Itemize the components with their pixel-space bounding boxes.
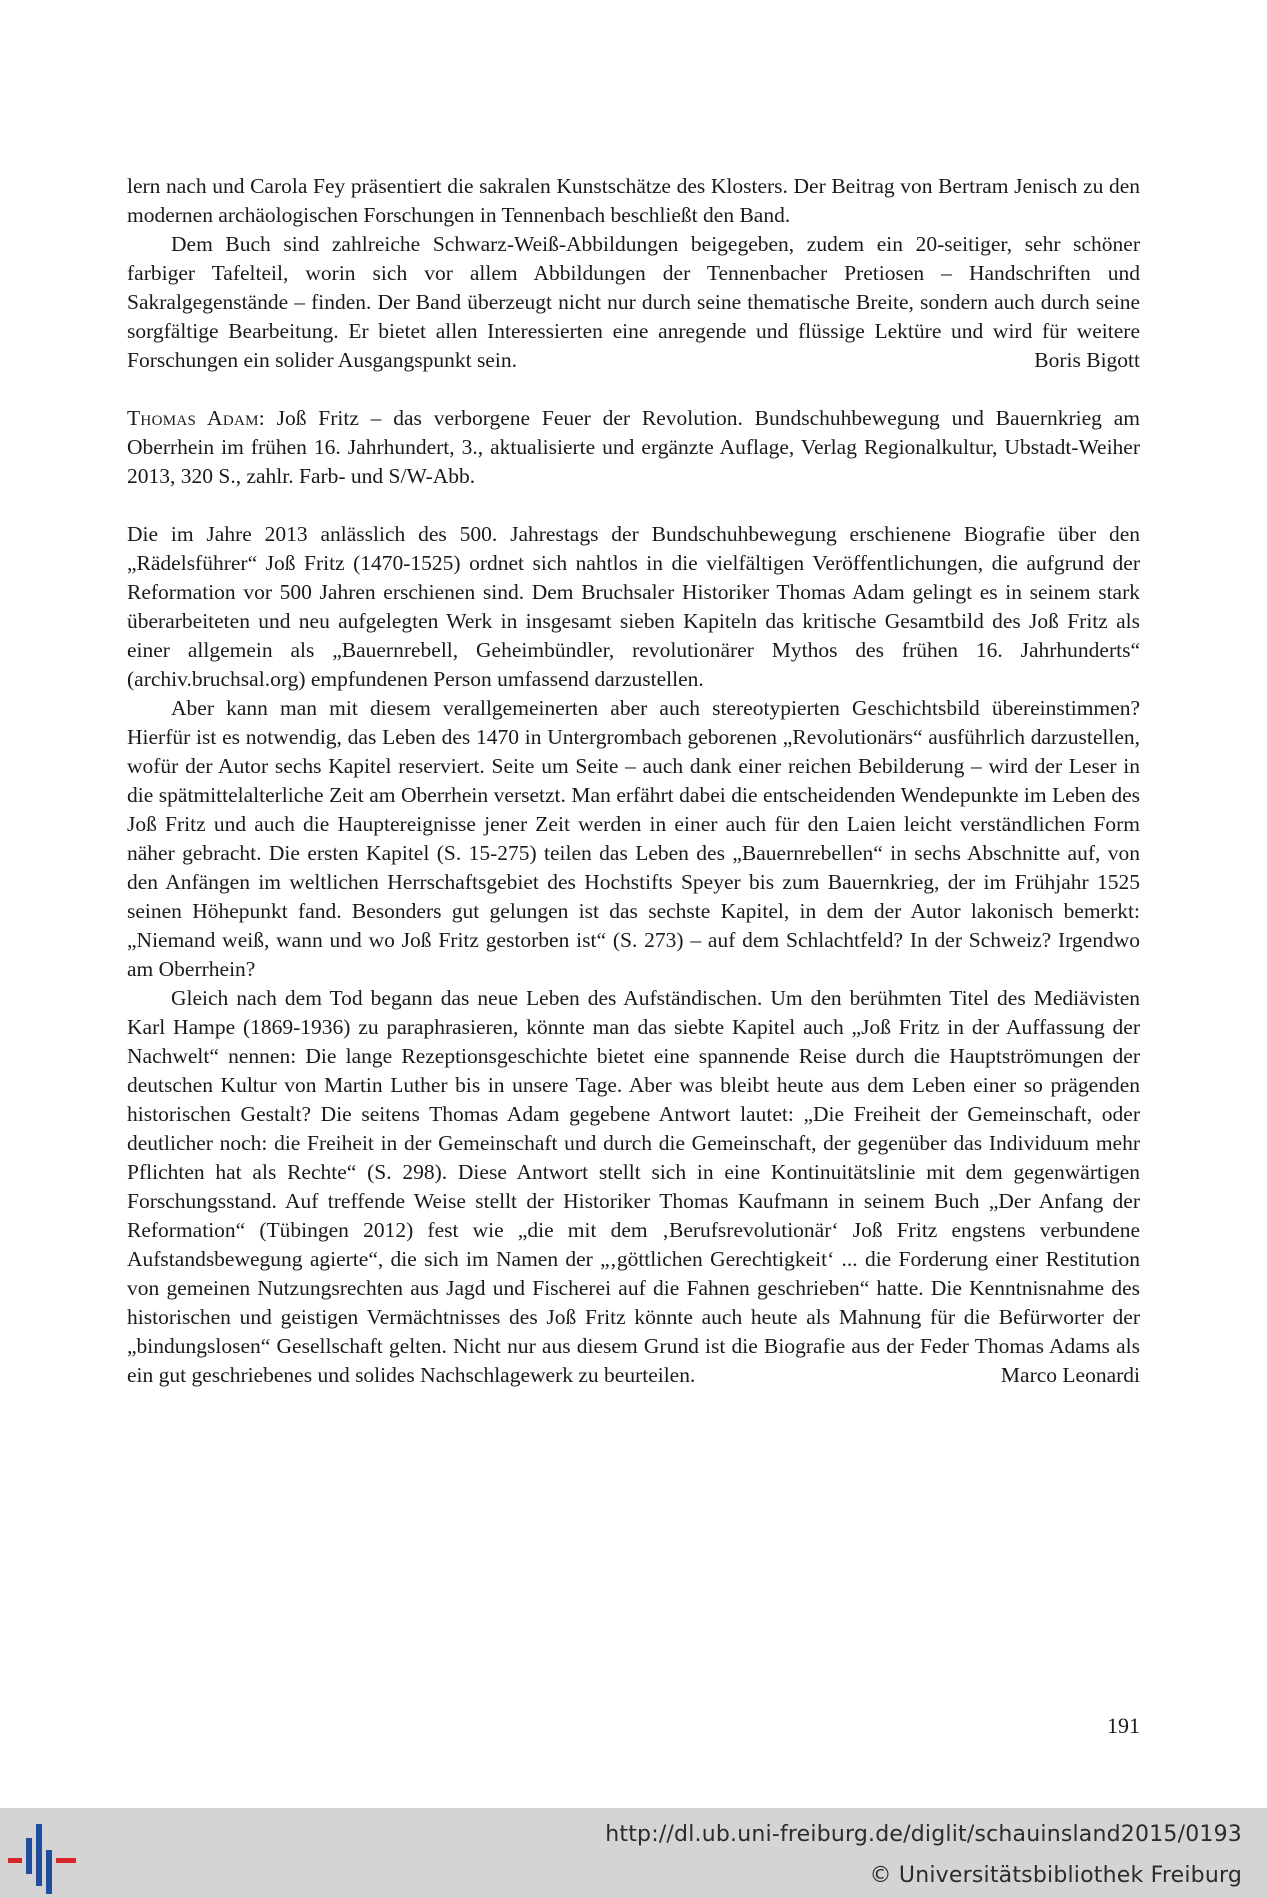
review2-author: Thomas Adam xyxy=(127,406,259,430)
footer-bar xyxy=(0,1808,1267,1898)
section-gap xyxy=(127,375,1140,404)
review2-paragraph-1: Die im Jahre 2013 anlässlich des 500. Jahrestags der Bundschuhbewegung erschienene Biografie über den „Rädelsführer“ Joß Fritz (1470-1525) ordnet sich nahtlos in die vielfältigen Veröffentlichungen, die aufgrund der Reformation vor 500 Jahren erschienen sind. Dem Bruchsaler Historiker Thomas Adam gelingt es in seinem stark überarbeiteten und neu aufgelegten Werk in insgesamt sieben Kapiteln das kritische Gesamtbild des Joß Fritz als einer allgemein als „Bauernrebell, Geheimbündler, revolutionärer Mythos des frühen 16. Jahrhunderts“ (archiv.bruchsal.org) empfundenen Person umfassend darzustellen. xyxy=(127,522,1140,691)
university-library-logo-icon xyxy=(6,1818,80,1894)
review2-reviewer: Marco Leonardi xyxy=(1000,1363,1140,1387)
review1-paragraph-2 xyxy=(127,230,1140,375)
review1-paragraph-2-text: Dem Buch sind zahlreiche Schwarz-Weiß-Abbildungen beigegeben, zudem ein 20-seitiger, sehr schöner farbiger Tafelteil, worin sich vor allem Abbildungen der Tennenbacher Pretiosen – Handschriften und Sakralgegenstände – finden. Der Band überzeugt nicht nur durch seine thematische Breite, sondern auch durch seine sorgfältige Bearbeitung. Er bietet allen Interessierten eine anregende und flüssige Lektüre und wird für weitere Forschungen ein solider Ausgangspunkt sein. xyxy=(127,232,1140,372)
review2-citation-text: : Joß Fritz – das verborgene Feuer der Revolution. Bundschuhbewegung und Bauernkrieg am Oberrhein im frühen 16. Jahrhundert, 3., aktualisierte und ergänzte Auflage, Verlag Regionalkultur, Ubstadt-Weiher 2013, 320 S., zahlr. Farb- und S/W-Abb. xyxy=(127,406,1141,488)
review1-reviewer: Boris Bigott xyxy=(1034,348,1140,372)
section-gap xyxy=(127,491,1140,520)
review2-paragraph-3 xyxy=(127,984,1140,1390)
permalink-url[interactable]: http://dl.ub.uni-freiburg.de/diglit/schauinsland2015/0193 xyxy=(605,1822,1242,1847)
review1-paragraph-1: lern nach und Carola Fey präsentiert die sakralen Kunstschätze des Klosters. Der Beitrag von Bertram Jenisch zu den modernen archäologischen Forschungen in Tennenbach beschließt den Band. xyxy=(127,174,1140,227)
copyright-text: © Universitätsbibliothek Freiburg xyxy=(869,1863,1242,1888)
review2-paragraph-3-text: Gleich nach dem Tod begann das neue Leben des Aufständischen. Um den berühmten Titel des Mediävisten Karl Hampe (1869-1936) zu paraphrasieren, könnte man das siebte Kapitel auch „Joß Fritz in der Auffassung der Nachwelt“ nennen: Die lange Rezeptionsgeschichte bietet eine spannende Reise durch die Hauptströmungen der deutschen Kultur von Martin Luther bis in unsere Tage. Aber was bleibt heute aus dem Leben einer so prägenden historischen Gestalt? Die seitens Thomas Adam gegebene Antwort lautet: „Die Freiheit der Gemeinschaft, oder deutlicher noch: die Freiheit in der Gemeinschaft und durch die Gemeinschaft, der gegenüber das Individuum mehr Pflichten hat als Rechte“ (S. 298). Diese Antwort stellt sich in eine Kontinuitätslinie mit dem gegenwärtigen Forschungsstand. Auf treffende Weise stellt der Historiker Thomas Kaufmann in seinem Buch „Der Anfang der Reformation“ (Tübingen 2012) fest wie „die mit dem ‚Berufsrevolutionär‘ Joß Fritz engstens verbundene Aufstandsbewegung agierte“, die sich im Namen der „‚göttlichen Gerechtigkeit‘ ... die Forderung einer Restitution von gemeinen Nutzungsrechten aus Jagd und Fischerei auf die Fahnen geschrieben“ hatte. Die Kenntnisnahme des historischen und geistigen Vermächtnisses des Joß Fritz könnte auch heute als Mahnung für die Befürworter der „bindungslosen“ Gesellschaft gelten. Nicht nur aus diesem Grund ist die Biografie aus der Feder Thomas Adams als ein gut geschriebenes und solides Nachschlagewerk zu beurteilen. xyxy=(127,986,1140,1387)
page-content xyxy=(127,172,1140,1390)
page-number: 191 xyxy=(1107,1713,1140,1738)
review2-paragraph-2: Aber kann man mit diesem verallgemeinerten aber auch stereotypierten Geschichtsbild übereinstimmen? Hierfür ist es notwendig, das Leben des 1470 in Untergrombach geborenen „Revolutionärs“ ausführlich darzustellen, wofür der Autor sechs Kapitel reserviert. Seite um Seite – auch dank einer reichen Bebilderung – wird der Leser in die spätmittelalterliche Zeit am Oberrhein versetzt. Man erfährt dabei die entscheidenden Wendepunkte im Leben des Joß Fritz und auch die Hauptereignisse jener Zeit werden in einer auch für den Laien leicht verständlichen Form näher gebracht. Die ersten Kapitel (S. 15-275) teilen das Leben des „Bauernrebellen“ in sechs Abschnitte auf, von den Anfängen im weltlichen Herrschaftsgebiet des Hochstifts Speyer bis zum Bauernkrieg, der im Frühjahr 1525 seinen Höhepunkt fand. Besonders gut gelungen ist das sechste Kapitel, in dem der Autor lakonisch bemerkt: „Niemand weiß, wann und wo Joß Fritz gestorben ist“ (S. 273) – auf dem Schlachtfeld? In der Schweiz? Irgendwo am Oberrhein? xyxy=(127,696,1140,981)
review2-citation xyxy=(127,404,1140,491)
